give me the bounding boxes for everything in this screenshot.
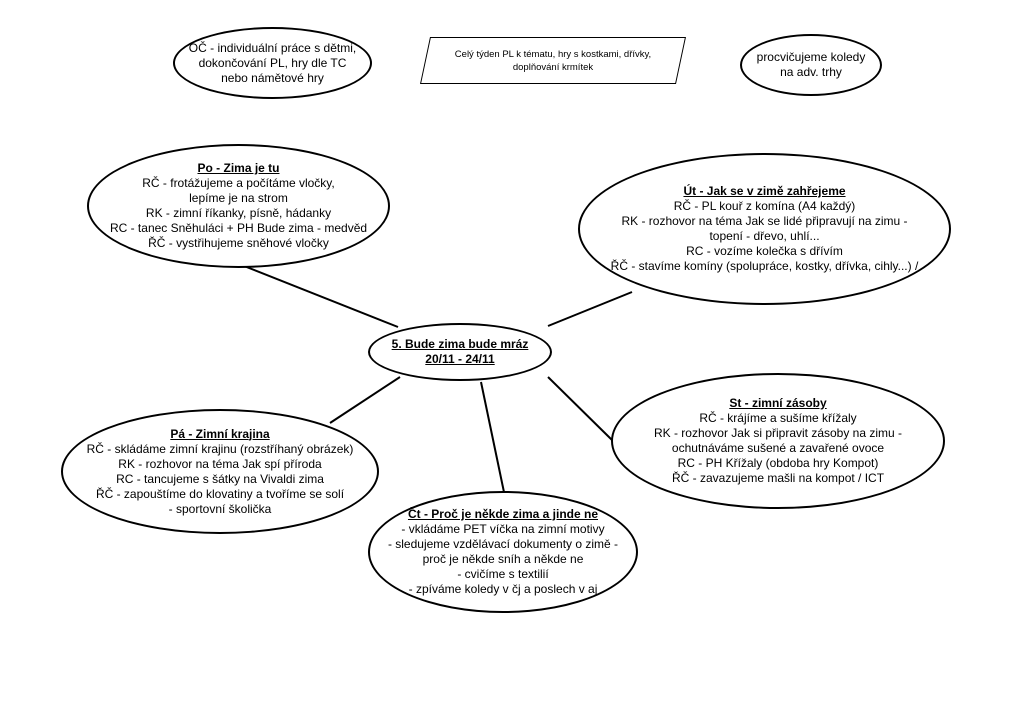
top-right-line-1: procvičujeme koledy xyxy=(756,50,866,64)
tuesday-line-1: RČ - PL kouř z komína (A4 každý) xyxy=(673,199,856,213)
wednesday-line-3: ochutnáváme sušené a zavařené ovoce xyxy=(671,441,885,455)
monday-line-3: RK - zimní říkanky, písně, hádanky xyxy=(145,206,332,220)
top-right-line-2: na adv. trhy xyxy=(780,65,842,79)
friday-line-4: ŘČ - zapouštíme do klovatiny a tvoříme se solí xyxy=(95,486,345,501)
thursday-line-2: - sledujeme vzdělávací dokumenty o zimě - xyxy=(387,537,619,551)
wednesday-line-1: RČ - krájíme a sušíme křížaly xyxy=(699,411,857,425)
center-node xyxy=(368,323,552,381)
tuesday-line-4: RC - vozíme kolečka s dřívím xyxy=(686,244,843,258)
wednesday-title: St - zimní zásoby xyxy=(729,396,827,410)
tuesday-line-2: RK - rozhovor na téma Jak se lidé připravují na zimu - xyxy=(621,214,908,228)
center-dates: 20/11 - 24/11 xyxy=(425,352,495,366)
connector-tuesday xyxy=(548,292,632,326)
top-middle-line-2: doplňování krmítek xyxy=(512,61,594,73)
top-right-note xyxy=(740,34,882,96)
monday-line-1: RČ - frotážujeme a počítáme vločky, xyxy=(142,176,335,190)
center-title: 5. Bude zima bude mráz xyxy=(391,337,529,351)
connector-wednesday xyxy=(548,377,612,440)
top-left-note xyxy=(173,27,372,99)
friday-line-1: RČ - skládáme zimní krajinu (rozstříhaný obrázek) xyxy=(86,441,354,456)
monday-node xyxy=(87,144,390,268)
wednesday-line-4: RC - PH Křížaly (obdoba hry Kompot) xyxy=(677,456,879,470)
thursday-node xyxy=(368,491,638,613)
wednesday-line-5: ŘČ - zavazujeme mašli na kompot / ICT xyxy=(671,471,885,485)
thursday-line-4: - cvičíme s textilií xyxy=(457,567,549,581)
wednesday-node xyxy=(611,373,945,509)
top-left-line-2: dokončování PL, hry dle TC xyxy=(198,55,347,70)
tuesday-node xyxy=(578,153,951,305)
thursday-line-1: - vkládáme PET víčka na zimní motivy xyxy=(401,522,605,536)
top-left-line-1: OČ - individuální práce s dětmi, xyxy=(188,40,357,55)
friday-title: Pá - Zimní krajina xyxy=(170,426,270,441)
friday-node xyxy=(61,409,379,534)
monday-line-4: RC - tanec Sněhuláci + PH Bude zima - medvěd xyxy=(109,221,368,235)
top-middle-line-1: Celý týden PL k tématu, hry s kostkami, dřívky, xyxy=(454,48,652,60)
monday-line-5: ŘČ - vystřihujeme sněhové vločky xyxy=(148,236,329,250)
thursday-line-3: proč je někde sníh a někde ne xyxy=(422,552,584,566)
top-middle-note xyxy=(425,37,681,84)
tuesday-title: Út - Jak se v zimě zahřejeme xyxy=(683,184,846,198)
connector-thursday xyxy=(481,382,505,497)
tuesday-line-5: ŘČ - stavíme komíny (spolupráce, kostky, dřívka, cihly...) / xyxy=(610,259,919,273)
tuesday-line-3: topení - dřevo, uhlí... xyxy=(709,229,820,243)
top-left-line-3: nebo námětové hry xyxy=(221,70,324,85)
thursday-title: Čt - Proč je někde zima a jinde ne xyxy=(407,507,599,521)
friday-line-5: - sportovní školička xyxy=(168,501,272,516)
wednesday-line-2: RK - rozhovor Jak si připravit zásoby na zimu - xyxy=(653,426,903,440)
connector-friday xyxy=(330,377,400,423)
friday-line-2: RK - rozhovor na téma Jak spí příroda xyxy=(118,456,322,471)
friday-line-3: RC - tancujeme s šátky na Vivaldi zima xyxy=(116,471,324,486)
monday-line-2: lepíme je na strom xyxy=(189,191,288,205)
thursday-line-5: - zpíváme koledy v čj a poslech v aj xyxy=(408,582,598,596)
connector-monday xyxy=(244,266,398,327)
monday-title: Po - Zima je tu xyxy=(197,161,280,175)
